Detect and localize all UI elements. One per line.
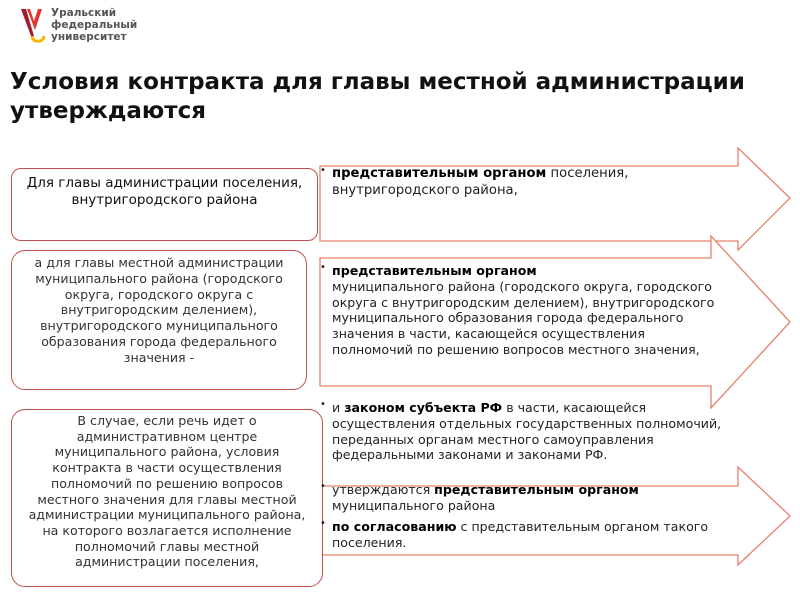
- left-box-1-text: Для главы администрации поселения, внутригородского района: [26, 175, 303, 208]
- right-1-rest: поселения, внутригородского района,: [332, 166, 629, 198]
- right-3-rest: в части, касающейся осуществления отдельных государственных полномочий, переданных органам местного самоуправления федеральными законами и законами РФ.: [332, 400, 722, 463]
- bullet-icon: •: [320, 518, 326, 529]
- logo-line-1: Уральский: [51, 7, 117, 19]
- right-3-pre: и: [332, 400, 345, 415]
- right-5-rest: с представительным органом такого поселения.: [332, 519, 709, 550]
- right-text-1: [320, 166, 740, 199]
- left-box-3-text: В случае, если речь идет о административном центре муниципального района, условия контракта в части осуществления полномочий по решению вопросов местного значения для главы местной администрации муниципального района, на которого возлагается исполнение полномочий главы местной администрации поселения,: [28, 413, 306, 570]
- bullet-icon: •: [320, 399, 326, 410]
- bullet-icon: •: [320, 262, 326, 273]
- logo-line-2: федеральный: [51, 19, 138, 31]
- right-text-4: [320, 482, 740, 514]
- right-text-3: [320, 400, 730, 463]
- right-1-bold: представительным органом: [332, 166, 547, 181]
- left-box-2-text: а для главы местной администрации муниципального района (городского округа, городского округа с внутригородским делением), внутригородского муниципального образования города федерального значения -: [34, 255, 284, 365]
- right-2-rest: муниципального района (городского округа, городского округа с внутригородским делением), внутригородского муниципального образования города федерального значения в части, касающейся осуществления полномочий по решению вопросов местного значения,: [332, 278, 715, 357]
- left-box-administrative-center: [11, 409, 323, 587]
- arrow-1: [320, 148, 790, 250]
- left-box-municipal-head: [11, 250, 307, 390]
- bullet-icon: •: [320, 481, 326, 492]
- bullet-icon: •: [320, 165, 326, 176]
- right-4-pre: утверждаются: [332, 482, 435, 497]
- left-box-settlement-head: [11, 168, 318, 241]
- logo-line-3: университет: [51, 31, 127, 43]
- right-4-rest: муниципального района: [332, 497, 496, 513]
- right-text-2: [320, 263, 720, 358]
- right-2-bold: представительным органом: [332, 263, 537, 278]
- right-3-bold: законом субъекта РФ: [344, 400, 503, 415]
- right-4-bold: представительным органом: [434, 482, 639, 497]
- right-text-5: [320, 519, 750, 551]
- right-5-bold: по согласованию: [332, 519, 457, 534]
- page-title: Условия контракта для главы местной администрации утверждаются: [10, 69, 745, 124]
